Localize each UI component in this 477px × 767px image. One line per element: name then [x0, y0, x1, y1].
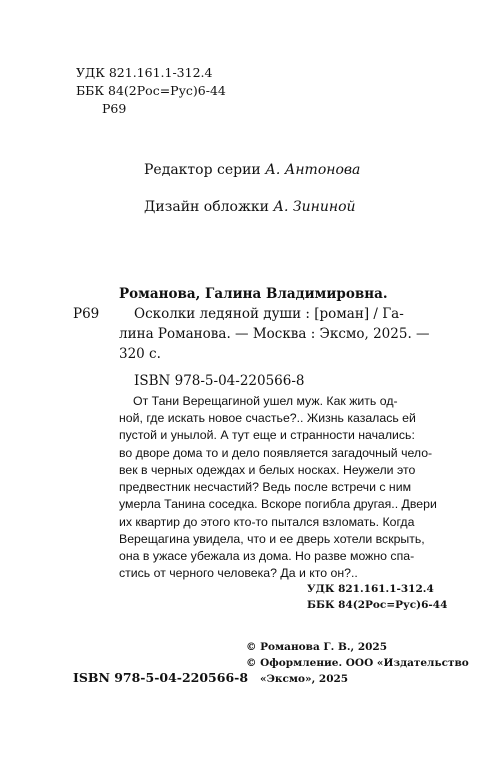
annotation-line: их квартир до этого кто-то пытался взломать. Когда	[119, 515, 415, 529]
bottom-isbn: ISBN 978-5-04-220566-8	[73, 670, 249, 685]
annotation-line: пустой и унылой. А тут еще и странности начались:	[119, 428, 415, 442]
editor-label: Редактор серии	[144, 162, 261, 178]
cover-name: А. Зининой	[273, 199, 356, 215]
record-isbn: ISBN 978-5-04-220566-8	[134, 373, 305, 389]
editor-name: А. Антонова	[265, 162, 361, 178]
editor-credit	[144, 162, 360, 178]
annotation-line: Верещагина увидела, что и ее дверь хотели вскрыть,	[119, 532, 425, 546]
annotation-line: стись от черного человека? Да и кто он?..	[119, 566, 358, 580]
record-line-1: Осколки ледяной души : [роман] / Га-	[134, 306, 404, 322]
annotation-line: во дворе дома то и дело появляется загадочный чело-	[119, 446, 433, 460]
annotation-line: умерла Танина соседка. Вскоре погибла другая.. Двери	[119, 497, 437, 511]
record-line-3: 320 с.	[119, 346, 161, 362]
footer-udk-code: УДК 821.161.1-312.4	[307, 583, 434, 595]
annotation-line: она в ужасе убежала из дома. Но разве можно спа-	[119, 549, 415, 563]
record-line-2: лина Романова. — Москва : Эксмо, 2025. —	[119, 326, 430, 342]
annotation-line: От Тани Верещагиной ушел муж. Как жить од-	[133, 394, 398, 408]
annotation-line: ной, где искать новое счастье?.. Жизнь казалась ей	[119, 411, 416, 425]
annotation-line: век в черных одеждах и белых носках. Неужели это	[119, 463, 416, 477]
copyright-author: © Романова Г. В., 2025	[246, 641, 388, 653]
copyright-publisher: «Эксмо», 2025	[260, 673, 349, 685]
bbk-code: ББК 84(2Рос=Рус)6-44	[76, 83, 226, 98]
cover-label: Дизайн обложки	[144, 199, 269, 215]
author-mark: Р69	[102, 101, 127, 116]
annotation-line: предвестник несчастий? Ведь после встречи с ним	[119, 480, 412, 494]
cover-credit	[144, 199, 356, 215]
footer-bbk-code: ББК 84(2Рос=Рус)6-44	[307, 599, 448, 611]
author-heading: Романова, Галина Владимировна.	[119, 286, 388, 302]
udk-code: УДК 821.161.1-312.4	[76, 65, 213, 80]
copyright-design: © Оформление. ООО «Издательство	[246, 657, 469, 669]
record-mark: Р69	[73, 306, 100, 322]
